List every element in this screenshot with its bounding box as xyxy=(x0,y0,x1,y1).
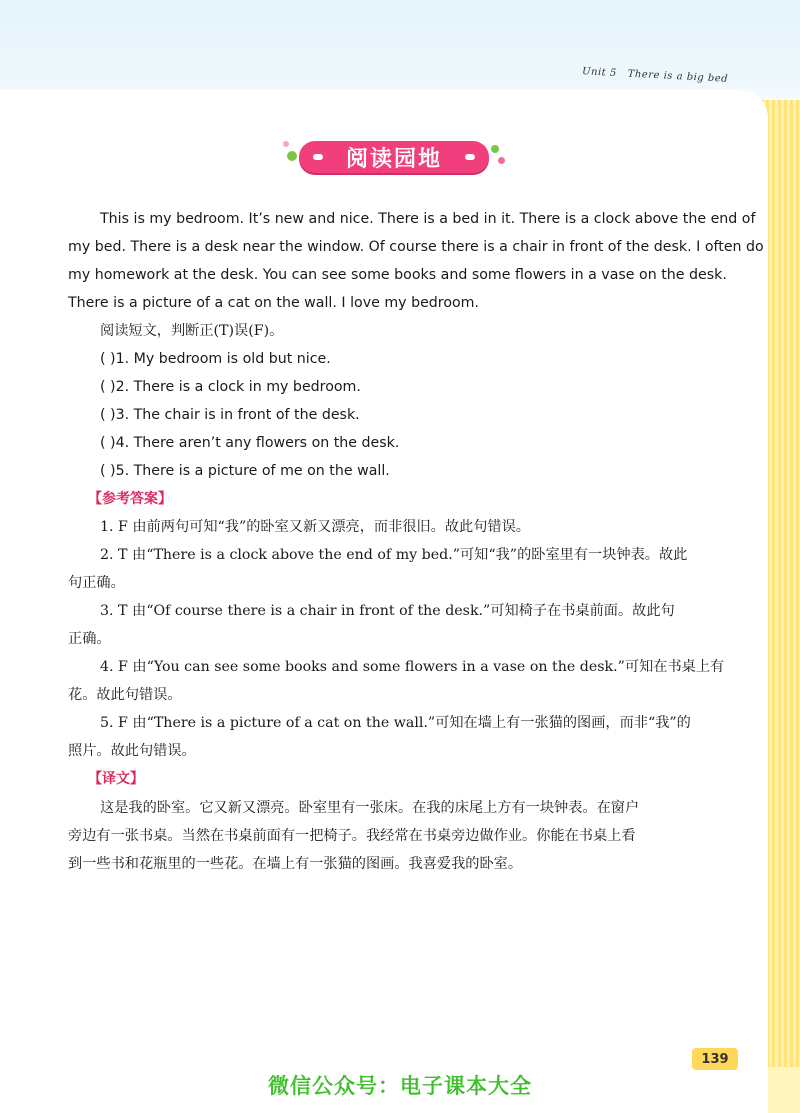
translation-title: 【译文】 xyxy=(88,771,144,787)
unit-label: Unit 5 xyxy=(581,66,617,79)
answers-title: 【参考答案】 xyxy=(88,491,172,507)
question-item: ( )4. There aren’t any flowers on the desk. xyxy=(100,435,400,451)
answer-line: 3. T 由“Of course there is a chair in front of the desk.”可知椅子在书桌前面。故此句 xyxy=(100,603,675,619)
answer-line: 句正确。 xyxy=(68,575,125,591)
question-item: ( )5. There is a picture of me on the wall. xyxy=(100,463,390,479)
answer-line: 1. F 由前两句可知“我”的卧室又新又漂亮，而非很旧。故此句错误。 xyxy=(100,519,530,535)
answer-line: 花。故此句错误。 xyxy=(68,687,182,703)
unit-title: There is a big bed xyxy=(627,68,729,85)
decor-dot-icon xyxy=(491,145,499,153)
passage-line: There is a picture of a cat on the wall. I love my bedroom. xyxy=(68,295,480,311)
passage-line: my homework at the desk. You can see some books and some flowers in a vase on the desk. xyxy=(68,267,727,283)
question-item: ( )2. There is a clock in my bedroom. xyxy=(100,379,361,395)
translation-line: 这是我的卧室。它又新又漂亮。卧室里有一张床。在我的床尾上方有一块钟表。在窗户 xyxy=(100,800,640,816)
section-banner xyxy=(283,137,505,177)
decor-dot-icon xyxy=(498,157,505,164)
answer-line: 5. F 由“There is a picture of a cat on the wall.”可知在墙上有一张猫的图画，而非“我”的 xyxy=(100,715,691,731)
footer-watermark: 微信公众号：电子课本大全 xyxy=(268,1074,532,1098)
translation-line: 到一些书和花瓶里的一些花。在墙上有一张猫的图画。我喜爱我的卧室。 xyxy=(68,856,523,872)
passage-line: my bed. There is a desk near the window. Of course there is a chair in front of the desk. I often do xyxy=(68,239,764,255)
answer-line: 照片。故此句错误。 xyxy=(68,743,196,759)
translation-line: 旁边有一张书桌。当然在书桌前面有一把椅子。我经常在书桌旁边做作业。你能在书桌上看 xyxy=(68,828,636,844)
answer-line: 2. T 由“There is a clock above the end of my bed.”可知“我”的卧室里有一块钟表。故此 xyxy=(100,547,688,563)
decor-dot-icon xyxy=(283,141,289,147)
banner-title: 阅读园地 xyxy=(299,141,489,173)
answer-line: 4. F 由“You can see some books and some flowers in a vase on the desk.”可知在书桌上有 xyxy=(100,659,725,675)
passage-line: This is my bedroom. It’s new and nice. There is a bed in it. There is a clock above the end of xyxy=(100,211,756,227)
question-item: ( )1. My bedroom is old but nice. xyxy=(100,351,331,367)
answer-line: 正确。 xyxy=(68,631,111,647)
page-number: 139 xyxy=(692,1048,738,1070)
instruction: 阅读短文，判断正(T)误(F)。 xyxy=(100,323,284,339)
decor-dot-icon xyxy=(287,151,297,161)
question-item: ( )3. The chair is in front of the desk. xyxy=(100,407,360,423)
